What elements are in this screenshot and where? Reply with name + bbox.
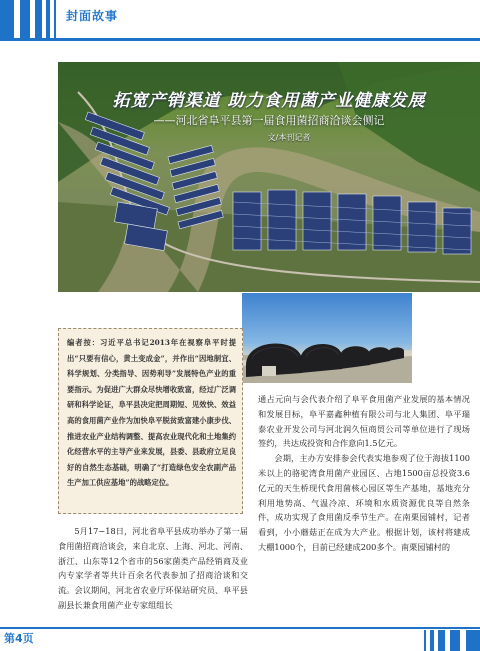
- footer-rule: [0, 627, 480, 629]
- header-rule: [0, 38, 480, 41]
- greenhouse-photo: [242, 293, 412, 383]
- article-title: 拓宽产销渠道 助力食用菌产业健康发展: [112, 91, 426, 111]
- page-number: 第4页: [4, 632, 34, 645]
- editor-note-box: [58, 328, 243, 514]
- paragraph: 5月17−18日，河北省阜平县成功举办了第一届食用菌招商洽谈会，来自北京、上海、河北、河南、浙江、山东等12个省市的56家菌类产品经销商及业内专家学者等共计百余名代表参加了招商洽谈和交流。会议期间，河北省农业厅环保站研究员、阜平县副县长兼食用菌产业专家组组长: [58, 526, 248, 610]
- footer-stripes: [420, 630, 480, 651]
- editor-note-lead: 编者按：: [67, 338, 101, 347]
- header-stripes: [0, 0, 60, 40]
- article-author: 文/本刊记者: [267, 133, 311, 142]
- article-body-right: [258, 392, 470, 555]
- article-body-left: [58, 524, 248, 613]
- article-subtitle: ——河北省阜平县第一届食用菌招商洽谈会侧记: [153, 114, 385, 127]
- paragraph: 会期，主办方安排参会代表实地参观了位于海拔1100米以上的骆驼湾食用菌产业园区、占地1500亩总投资3.6亿元的天生桥现代食用菌核心园区等生产基地，基地充分利用地势高、气温冷凉、环境和水质资源优良等自然条件，成功实现了食用菌反季节生产。在南栗园铺村，记者看到，小小蘑菇正在成为大产业。根据计划，该村将建成大棚1000个，目前已经建成200多个。南栗园铺村的: [258, 453, 470, 552]
- section-label: 封面故事: [66, 9, 119, 23]
- paragraph: 通占元向与会代表介绍了阜平食用菌产业发展的基本情况和发展目标，阜平嘉鑫种植有限公司与北人集团、阜平瑞泰农业开发公司与河北润久恒商贸公司等单位进行了现场签约，共达成投资和合作意向1.5亿元。: [258, 394, 470, 449]
- editor-note-text: 习近平总书记2013年在视察阜平时提出“只要有信心，黄土变成金”，并作出“因地制宜、科学规划、分类指导、因势利导”发展特色产业的重要指示。为促进广大群众尽快增收致富，经过广泛调研和科学论证，阜平县决定把周期短、见效快、效益高的食用菌产业作为加快阜平脱贫致富建小康步伐、推进农业产业结构调整、提高农业现代化和土地集约化经营水平的主导产业来发展，县委、县政府立足良好的自然生态基础，明确了“打造绿色安全农副产品生产加工供应基地”的战略定位。: [67, 338, 237, 488]
- hero-aerial-photo: [58, 62, 480, 292]
